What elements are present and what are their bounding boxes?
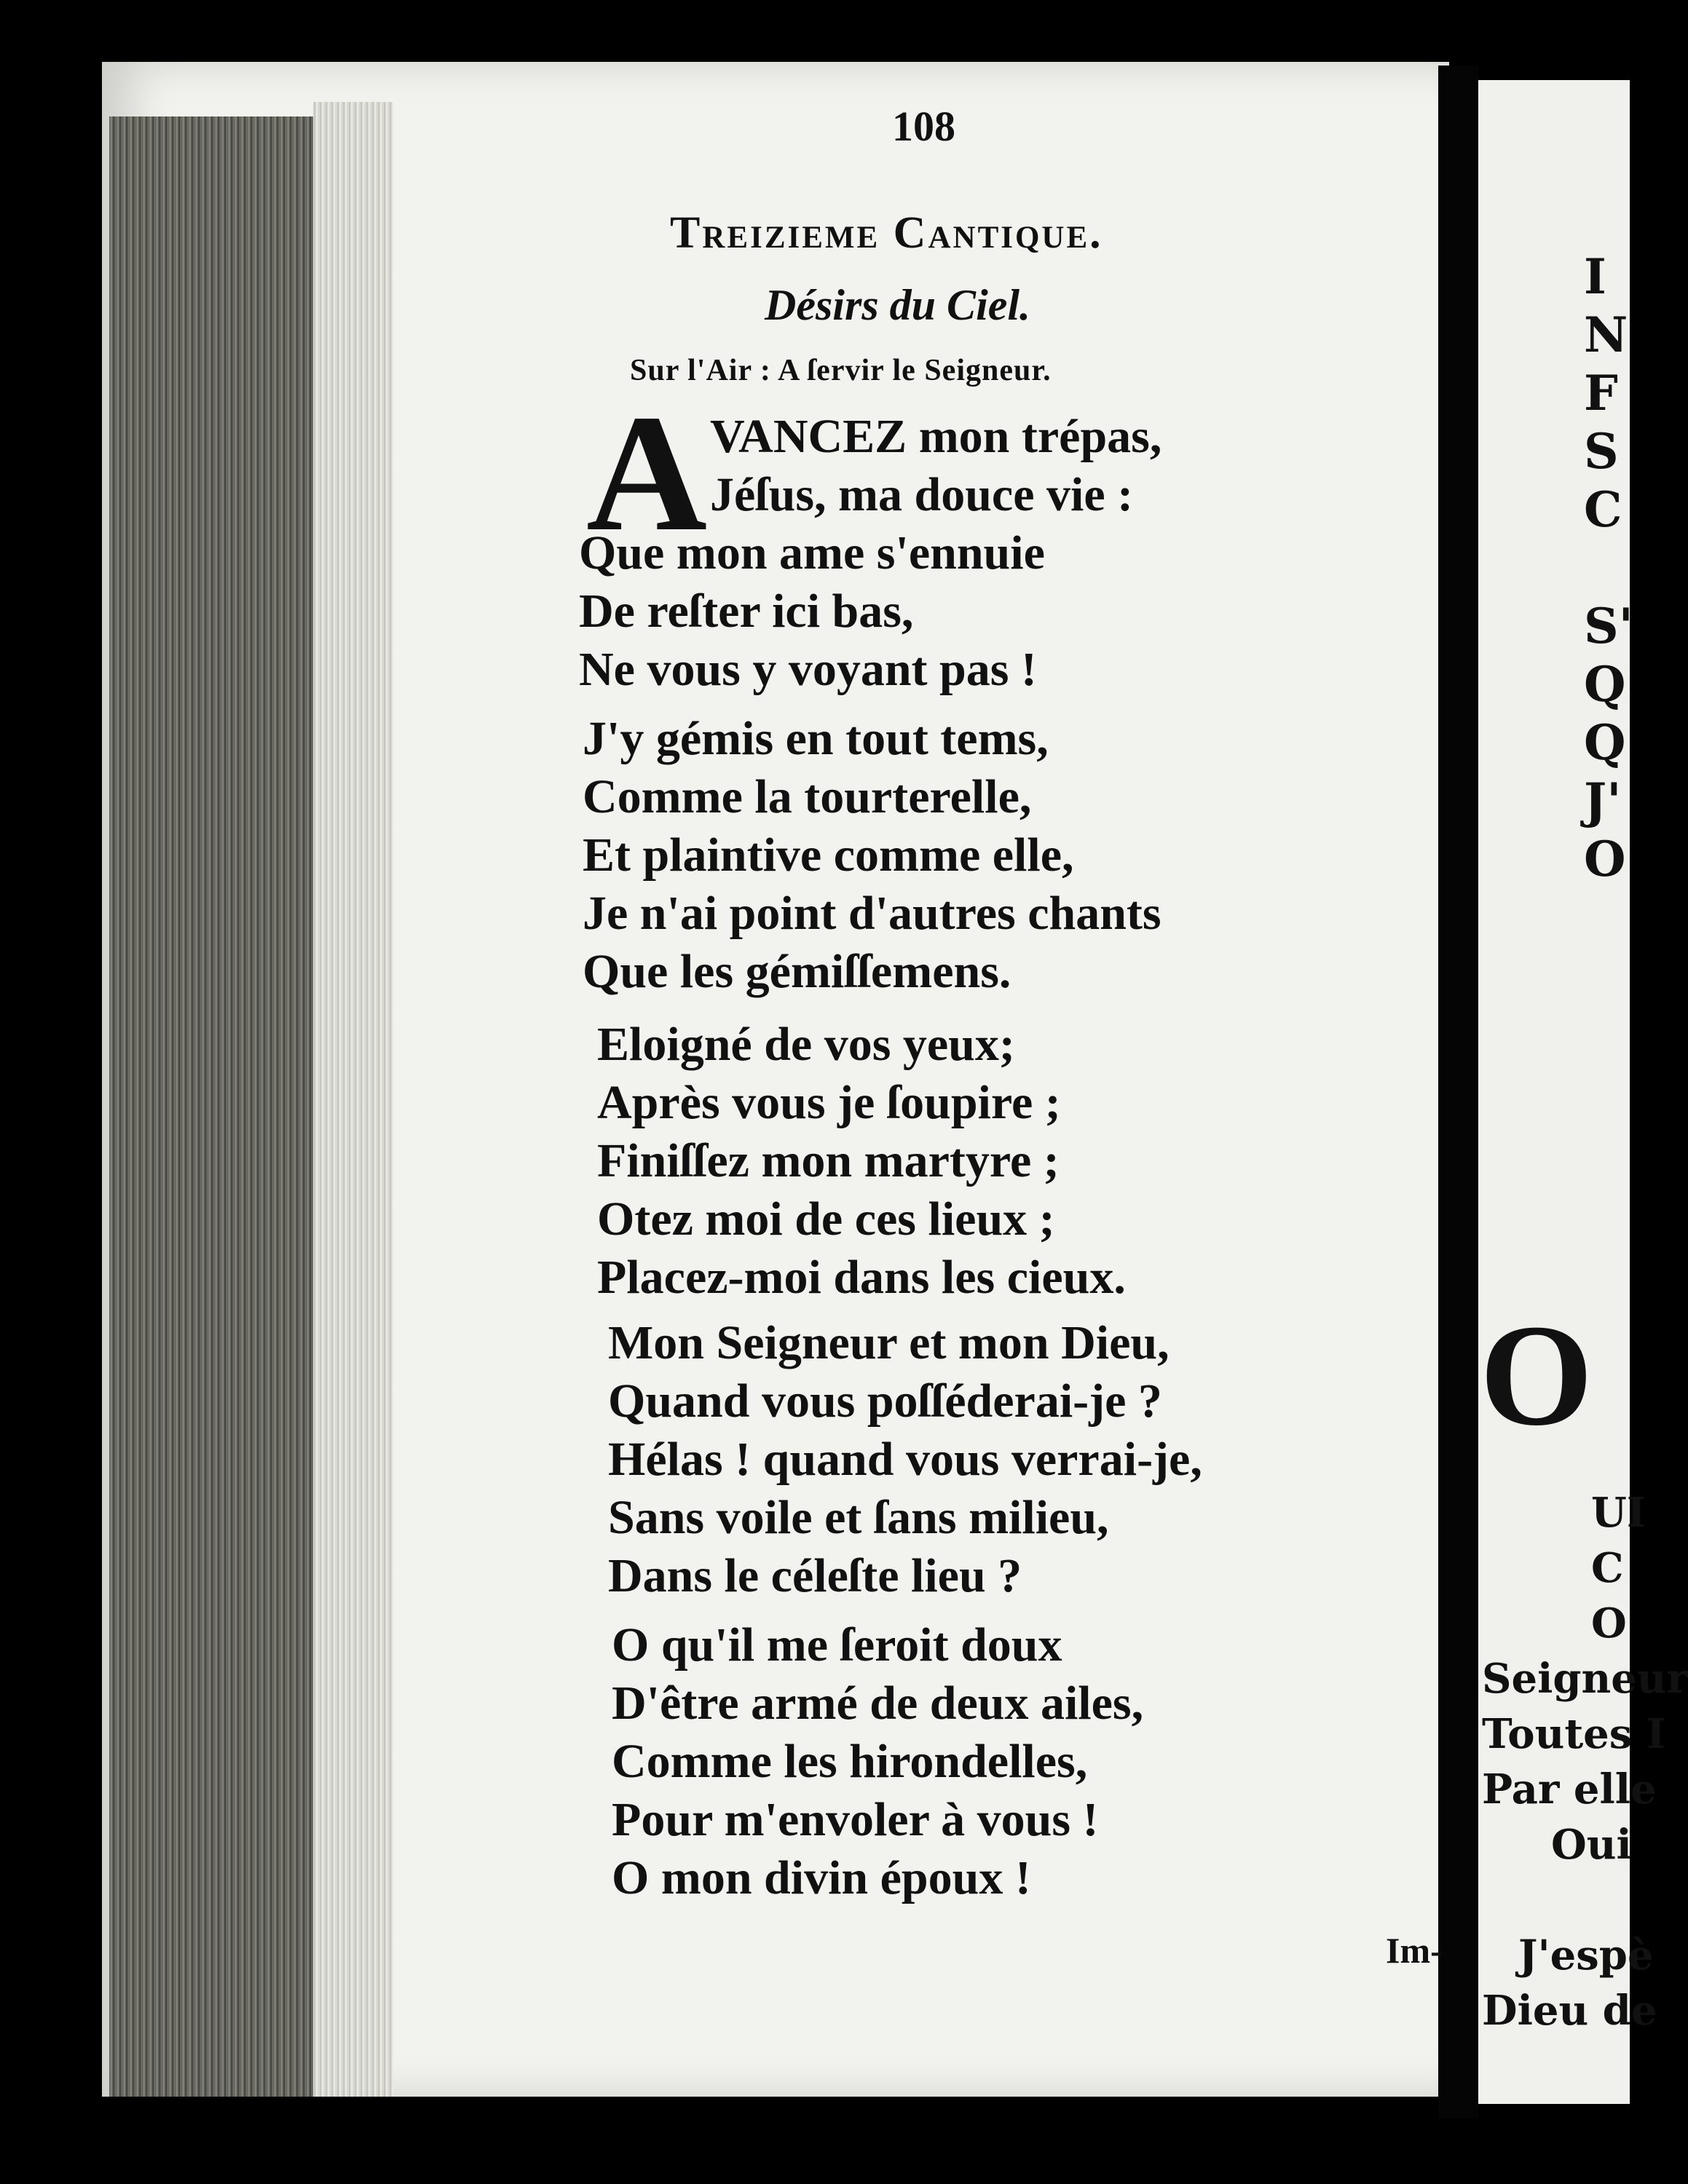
fragment-line: O [1584,831,1626,887]
right-page-lower-fragments [1482,1485,1688,2038]
fragment-line: C [1591,1544,1624,1592]
verse-line: Ne vous y voyant pas ! [579,643,1037,696]
stanza-1-rest [579,524,1045,699]
verse-line: De reſter ici bas, [579,585,914,638]
verse-line: O mon divin époux ! [612,1851,1031,1904]
fragment-line: Par elle [1482,1765,1657,1813]
verse-line: Comme la tourterelle, [583,770,1032,823]
fragment-line: UI [1591,1489,1646,1537]
stanza-3 [597,1016,1126,1307]
tune-indication: Sur l'Air : A ſervir le Seigneur. [630,354,1052,387]
verse-line: Finiſſez mon martyre ; [597,1134,1060,1187]
right-page-upper-fragments [1584,248,1633,888]
verse-line: VANCEZ mon trépas, [710,410,1162,463]
verse-line: Placez-moi dans les cieux. [597,1251,1126,1304]
fragment-line: S [1584,423,1619,480]
verse-line: Hélas ! quand vous verrai-je, [608,1433,1202,1486]
stanza-5 [612,1616,1143,1907]
page-number: 108 [892,103,955,150]
fragment-line: Q [1584,656,1626,713]
fragment-line [1584,539,1633,597]
fragment-line: Toutes I [1482,1710,1666,1758]
fragment-line: Dieu de [1482,1987,1657,2035]
book-fore-edge [313,102,393,2097]
stanza-2 [583,710,1162,1001]
verse-line: O qu'il me ſeroit doux [612,1618,1062,1671]
fragment-line [1482,1872,1688,1928]
verse-line: Après vous je ſoupire ; [597,1076,1061,1129]
verse-line: Dans le céleſte lieu ? [608,1549,1022,1602]
fragment-line: O [1591,1599,1627,1647]
fragment-line: J' [1584,772,1622,829]
book-page-edges [109,116,328,2097]
verse-line: Eloigné de vos yeux; [597,1018,1015,1071]
verse-line: Pour m'envoler à vous ! [612,1793,1099,1846]
fragment-line: F [1584,365,1618,422]
hymn-subtitle: Désirs du Ciel. [765,281,1031,329]
hymn-title: Treizieme Cantique. [670,208,1103,258]
verse-line: J'y gémis en tout tems, [583,712,1049,765]
verse-line: Quand vous poſſéderai-je ? [608,1374,1162,1428]
verse-line: Mon Seigneur et mon Dieu, [608,1316,1170,1369]
fragment-line: Oui [1551,1821,1632,1869]
drop-cap: A [586,380,708,566]
fragment-line: C [1584,481,1622,538]
verse-line: Que les gémiſſemens. [583,945,1011,998]
verse-line: Que mon ame s'ennuie [579,526,1045,579]
fragment-line: Q [1584,714,1626,771]
book-gutter [1438,66,1478,2118]
right-page-drop-cap: O [1480,1295,1593,1456]
stanza-1-opening [710,408,1162,524]
verse-line: Et plaintive comme elle, [583,828,1074,882]
fragment-line: N [1584,306,1628,363]
fragment-line: I [1584,248,1606,305]
verse-line: Jéſus, ma douce vie : [710,468,1134,521]
verse-line: Comme les hirondelles, [612,1735,1088,1788]
verse-line: Otez moi de ces lieux ; [597,1192,1055,1246]
verse-line: D'être armé de deux ailes, [612,1677,1144,1730]
stanza-4 [608,1314,1202,1605]
verse-line: Je n'ai point d'autres chants [583,887,1162,940]
catchword: Im- [1386,1930,1443,1971]
fragment-line: Seigneur [1482,1655,1688,1703]
fragment-line: J'espè [1518,1931,1654,1979]
verse-line: Sans voile et ſans milieu, [608,1491,1109,1544]
fragment-line: S' [1584,598,1633,654]
